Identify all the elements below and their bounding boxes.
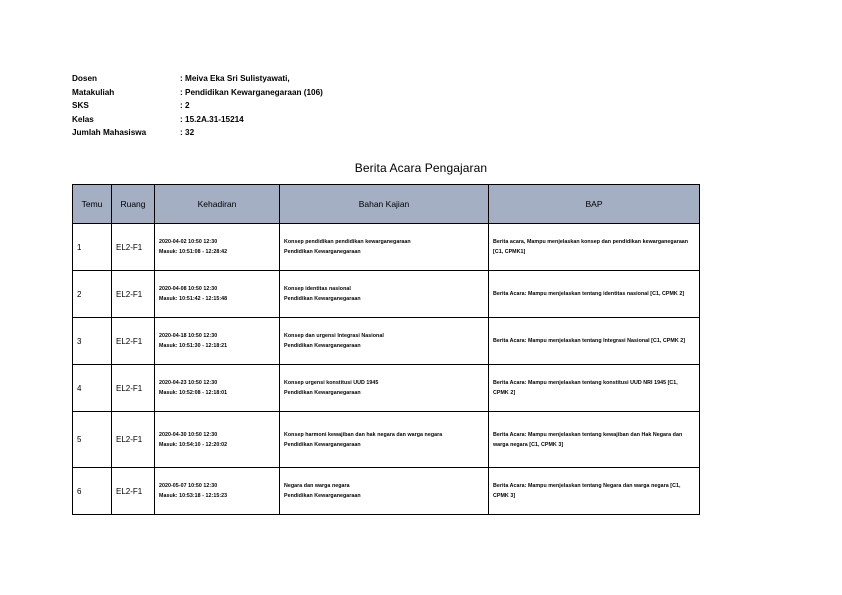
subject-text: Pendidikan Kewarganegaraan xyxy=(284,441,361,448)
column-header-ruang: Ruang xyxy=(112,185,155,224)
schedule-text: 2020-04-02 10:50 12:30 xyxy=(159,239,218,245)
topic-text: Konsep harmoni kewajiban dan hak negara dan warga negara xyxy=(284,431,443,438)
bap-text: Berita Acara: Mampu menjelaskan tentang kewajiban dan Hak Negara dan warga negara [C1, CPMK 3] xyxy=(493,431,683,448)
cell-kehadiran xyxy=(155,365,280,412)
subject-text: Pendidikan Kewarganegaraan xyxy=(284,249,361,255)
topic-text: Konsep pendidikan pendidikan kewarganegaraan xyxy=(284,239,411,245)
cell-temu: 6 xyxy=(73,468,112,515)
cell-temu: 2 xyxy=(73,271,112,318)
topic-text: Negara dan warga negara xyxy=(284,483,350,489)
bap-text: Berita Acara: Mampu menjelaskan tentang Integrasi Nasional [C1, CPMK 2] xyxy=(493,338,686,344)
attendance-text: Masuk: 10:51:42 - 12:15:48 xyxy=(159,296,228,302)
cell-temu: 4 xyxy=(73,365,112,412)
info-value: : 15.2A.31-15214 xyxy=(180,115,244,124)
table-row xyxy=(73,224,700,271)
cell-bap xyxy=(489,224,700,271)
attendance-text: Masuk: 10:53:18 - 12:15:23 xyxy=(159,493,228,499)
attendance-text: Masuk: 10:51:08 - 12:28:42 xyxy=(159,249,228,255)
cell-ruang: EL2-F1 xyxy=(112,318,155,365)
attendance-text: Masuk: 10:51:30 - 12:18:21 xyxy=(159,343,228,349)
table-row xyxy=(73,318,700,365)
bap-text: Berita acara, Mampu menjelaskan konsep dan pendidikan kewarganegaraan [C1, CPMK1] xyxy=(493,239,689,255)
cell-ruang: EL2-F1 xyxy=(112,365,155,412)
topic-text: Konsep urgensi konstitusi UUD 1945 xyxy=(284,380,379,386)
cell-bahan-kajian xyxy=(280,318,489,365)
cell-bap xyxy=(489,468,700,515)
info-row-matakuliah xyxy=(72,86,323,100)
info-row-kelas xyxy=(72,113,323,127)
info-value: : Meiva Eka Sri Sulistyawati, xyxy=(180,74,290,83)
topic-text: Konsep identitas nasional xyxy=(284,286,351,292)
info-label: Kelas xyxy=(72,114,94,124)
cell-ruang: EL2-F1 xyxy=(112,224,155,271)
info-label: Matakuliah xyxy=(72,87,115,97)
bap-text: Berita Acara: Mampu menjelaskan tentang identitas nasional [C1, CPMK 2] xyxy=(493,291,685,297)
cell-kehadiran xyxy=(155,468,280,515)
column-header-bahan-kajian: Bahan Kajian xyxy=(280,185,489,224)
column-header-temu: Temu xyxy=(73,185,112,224)
cell-temu: 3 xyxy=(73,318,112,365)
info-row-jumlah-mahasiswa xyxy=(72,126,323,140)
schedule-text: 2020-04-18 10:50 12:30 xyxy=(159,333,218,339)
table-row xyxy=(73,468,700,515)
info-row-dosen xyxy=(72,72,323,86)
subject-text: Pendidikan Kewarganegaraan xyxy=(284,343,361,349)
bap-text: Berita Acara: Mampu menjelaskan tentang konstitusi UUD NRI 1945 [C1, CPMK 2] xyxy=(493,380,678,396)
table-row xyxy=(73,271,700,318)
subject-text: Pendidikan Kewarganegaraan xyxy=(284,390,361,396)
course-info xyxy=(72,72,323,140)
cell-ruang: EL2-F1 xyxy=(112,468,155,515)
cell-ruang: EL2-F1 xyxy=(112,271,155,318)
bap-table xyxy=(72,184,700,515)
info-row-sks xyxy=(72,99,323,113)
cell-bahan-kajian xyxy=(280,271,489,318)
cell-bahan-kajian xyxy=(280,224,489,271)
cell-kehadiran xyxy=(155,318,280,365)
table-row xyxy=(73,412,700,468)
info-value: : Pendidikan Kewarganegaraan (106) xyxy=(180,88,323,97)
schedule-text: 2020-04-08 10:50 12:30 xyxy=(159,286,218,292)
info-label: SKS xyxy=(72,101,89,111)
cell-bap xyxy=(489,412,700,468)
cell-temu: 1 xyxy=(73,224,112,271)
cell-temu: 5 xyxy=(73,412,112,468)
cell-bahan-kajian xyxy=(280,412,489,468)
column-header-bap: BAP xyxy=(489,185,700,224)
info-label: Dosen xyxy=(72,74,98,84)
cell-bap xyxy=(489,271,700,318)
subject-text: Pendidikan Kewarganegaraan xyxy=(284,296,361,302)
subject-text: Pendidikan Kewarganegaraan xyxy=(284,493,361,499)
cell-bap xyxy=(489,318,700,365)
bap-text: Berita Acara: Mampu menjelaskan tentang Negara dan warga negara [C1, CPMK 3] xyxy=(493,483,681,499)
table-header-row xyxy=(73,185,700,224)
column-header-kehadiran: Kehadiran xyxy=(155,185,280,224)
cell-bahan-kajian xyxy=(280,365,489,412)
cell-ruang: EL2-F1 xyxy=(112,412,155,468)
attendance-text: Masuk: 10:52:08 - 12:18:01 xyxy=(159,390,228,396)
cell-kehadiran xyxy=(155,271,280,318)
info-value: : 2 xyxy=(180,101,190,110)
cell-bap xyxy=(489,365,700,412)
page-title: Berita Acara Pengajaran xyxy=(354,161,488,175)
table-row xyxy=(73,365,700,412)
schedule-text: 2020-05-07 10:50 12:30 xyxy=(159,483,218,489)
cell-kehadiran xyxy=(155,412,280,468)
cell-kehadiran xyxy=(155,224,280,271)
schedule-text: 2020-04-30 10:50 12:30 xyxy=(159,431,218,438)
info-label: Jumlah Mahasiswa xyxy=(72,128,147,138)
topic-text: Konsep dan urgensi Integrasi Nasional xyxy=(284,333,384,339)
schedule-text: 2020-04-23 10:50 12:30 xyxy=(159,380,218,386)
attendance-text: Masuk: 10:54:10 - 12:20:02 xyxy=(159,441,228,448)
cell-bahan-kajian xyxy=(280,468,489,515)
info-value: : 32 xyxy=(180,128,194,137)
